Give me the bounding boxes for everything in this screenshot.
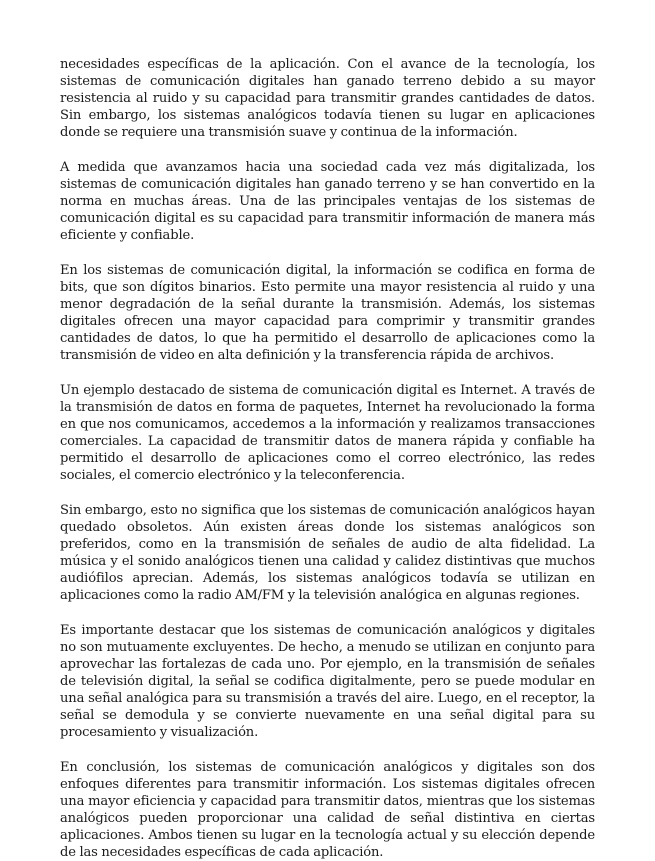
paragraph-continuation: necesidades específicas de la aplicación. Con el avance de la tecnología, los sistemas de comunicación digitales han ganado terreno debido a su mayor resistencia al ruido y su capacidad para transmitir grandes cantidades de datos. Sin embargo, los sistemas analógicos todavía tienen su lugar en aplicaciones donde se requiere una transmisión suave y continua de la información. — [60, 57, 595, 140]
paragraph-analog-not-obsolete: Sin embargo, esto no significa que los sistemas de comunicación analógicos hayan quedado obsoletos. Aún existen áreas donde los sistemas analógicos son preferidos, como en la transmisión de señales de audio de alta fidelidad. La música y el sonido analógicos tienen una calidad y calidez distintivas que muchos audiófilos aprecian. Además, los sistemas analógicos todavía se utilizan en aplicaciones como la radio AM/FM y la televisión analógica en algunas regiones. — [60, 503, 595, 603]
paragraph-digital-bits: En los sistemas de comunicación digital, la información se codifica en forma de bits, que son dígitos binarios. Esto permite una mayor resistencia al ruido y una menor degradación de la señal durante la transmisión. Además, los sistemas digitales ofrecen una mayor capacidad para comprimir y transmitir grandes cantidades de datos, lo que ha permitido el desarrollo de aplicaciones como la transmisión de video en alta definición y la transferencia rápida de archivos. — [60, 263, 595, 363]
paragraph-digital-society: A medida que avanzamos hacia una sociedad cada vez más digitalizada, los sistemas de comunicación digitales han ganado terreno y se han convertido en la norma en muchas áreas. Una de las principales ventajas de los sistemas de comunicación digital es su capacidad para transmitir información de manera más eficiente y confiable. — [60, 160, 595, 243]
document-page — [60, 56, 595, 861]
paragraph-complementary-systems: Es importante destacar que los sistemas de comunicación analógicos y digitales no son mutuamente excluyentes. De hecho, a menudo se utilizan en conjunto para aprovechar las fortalezas de cada uno. Por ejemplo, en la transmisión de señales de televisión digital, la señal se codifica digitalmente, pero se puede modular en una señal analógica para su transmisión a través del aire. Luego, en el receptor, la señal se demodula y se convierte nuevamente en una señal digital para su procesamiento y visualización. — [60, 623, 595, 740]
paragraph-conclusion: En conclusión, los sistemas de comunicación analógicos y digitales son dos enfoques diferentes para transmitir información. Los sistemas digitales ofrecen una mayor eficiencia y capacidad para transmitir datos, mientras que los sistemas analógicos pueden proporcionar una calidad de señal distintiva en ciertas aplicaciones. Ambos tienen su lugar en la tecnología actual y su elección depende de las necesidades específicas de cada aplicación. — [60, 760, 595, 860]
paragraph-internet-example: Un ejemplo destacado de sistema de comunicación digital es Internet. A través de la transmisión de datos en forma de paquetes, Internet ha revolucionado la forma en que nos comunicamos, accedemos a la información y realizamos transacciones comerciales. La capacidad de transmitir datos de manera rápida y confiable ha permitido el desarrollo de aplicaciones como el correo electrónico, las redes sociales, el comercio electrónico y la teleconferencia. — [60, 383, 595, 483]
